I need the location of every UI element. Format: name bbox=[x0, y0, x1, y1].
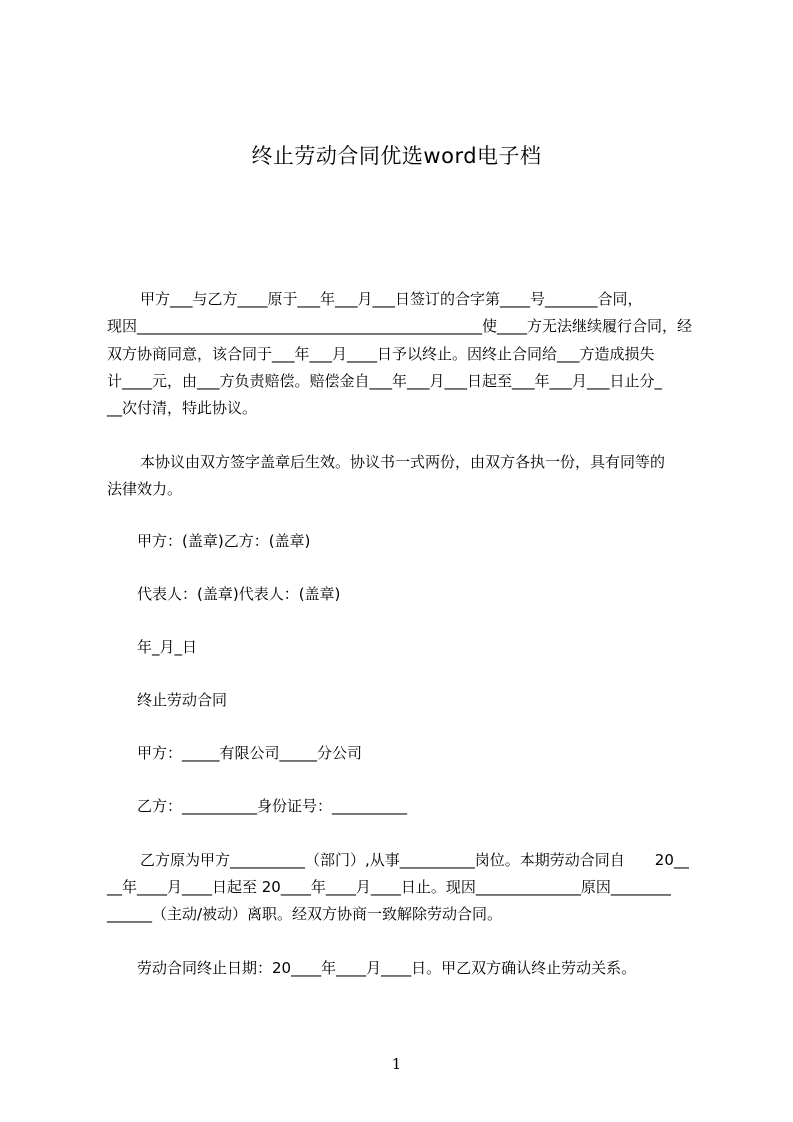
paragraph-line: __次付清，特此协议。 bbox=[107, 399, 258, 417]
paragraph-line: 本协议由双方签字盖章后生效。协议书一式两份，由双方各执一份，具有同等的 bbox=[140, 453, 666, 471]
paragraph-line: 乙方原为甲方__________（部门）,从事__________岗位。本期劳动合同自 20__ bbox=[140, 851, 689, 869]
signature-parties: 甲方：(盖章)乙方：(盖章) bbox=[137, 532, 311, 550]
paragraph-line: 双方协商同意，该合同于___年___月____日予以终止。因终止合同给___方造成损失 bbox=[107, 345, 655, 363]
termination-date-line: 劳动合同终止日期：20____年____月____日。甲乙双方确认终止劳动关系。 bbox=[137, 959, 637, 977]
party-b-line: 乙方：__________身份证号：__________ bbox=[137, 797, 408, 815]
paragraph-line: __年____月____日起至 20____年____月____日止。现因______________原因________ bbox=[107, 878, 671, 896]
paragraph-line: 计____元，由___方负责赔偿。赔偿金自___年___月___日起至___年___月___日止分_ bbox=[107, 372, 663, 390]
signature-date: 年_月_日 bbox=[137, 638, 198, 656]
page-number: 1 bbox=[391, 1055, 402, 1073]
signature-representatives: 代表人：(盖章)代表人：(盖章) bbox=[137, 585, 341, 603]
party-a-line: 甲方：_____有限公司_____分公司 bbox=[137, 744, 363, 762]
section-title: 终止劳动合同 bbox=[137, 691, 228, 709]
document-title: 终止劳动合同优选word电子档 bbox=[251, 144, 542, 168]
paragraph-line: 法律效力。 bbox=[107, 480, 183, 498]
paragraph-line: ______（主动/被动）离职。经双方协商一致解除劳动合同。 bbox=[107, 905, 503, 923]
paragraph-line: 现因______________________________________________使____方无法继续履行合同，经 bbox=[107, 317, 693, 335]
paragraph-line: 甲方___与乙方____原于___年___月___日签订的合字第____号_______合同， bbox=[140, 290, 643, 308]
